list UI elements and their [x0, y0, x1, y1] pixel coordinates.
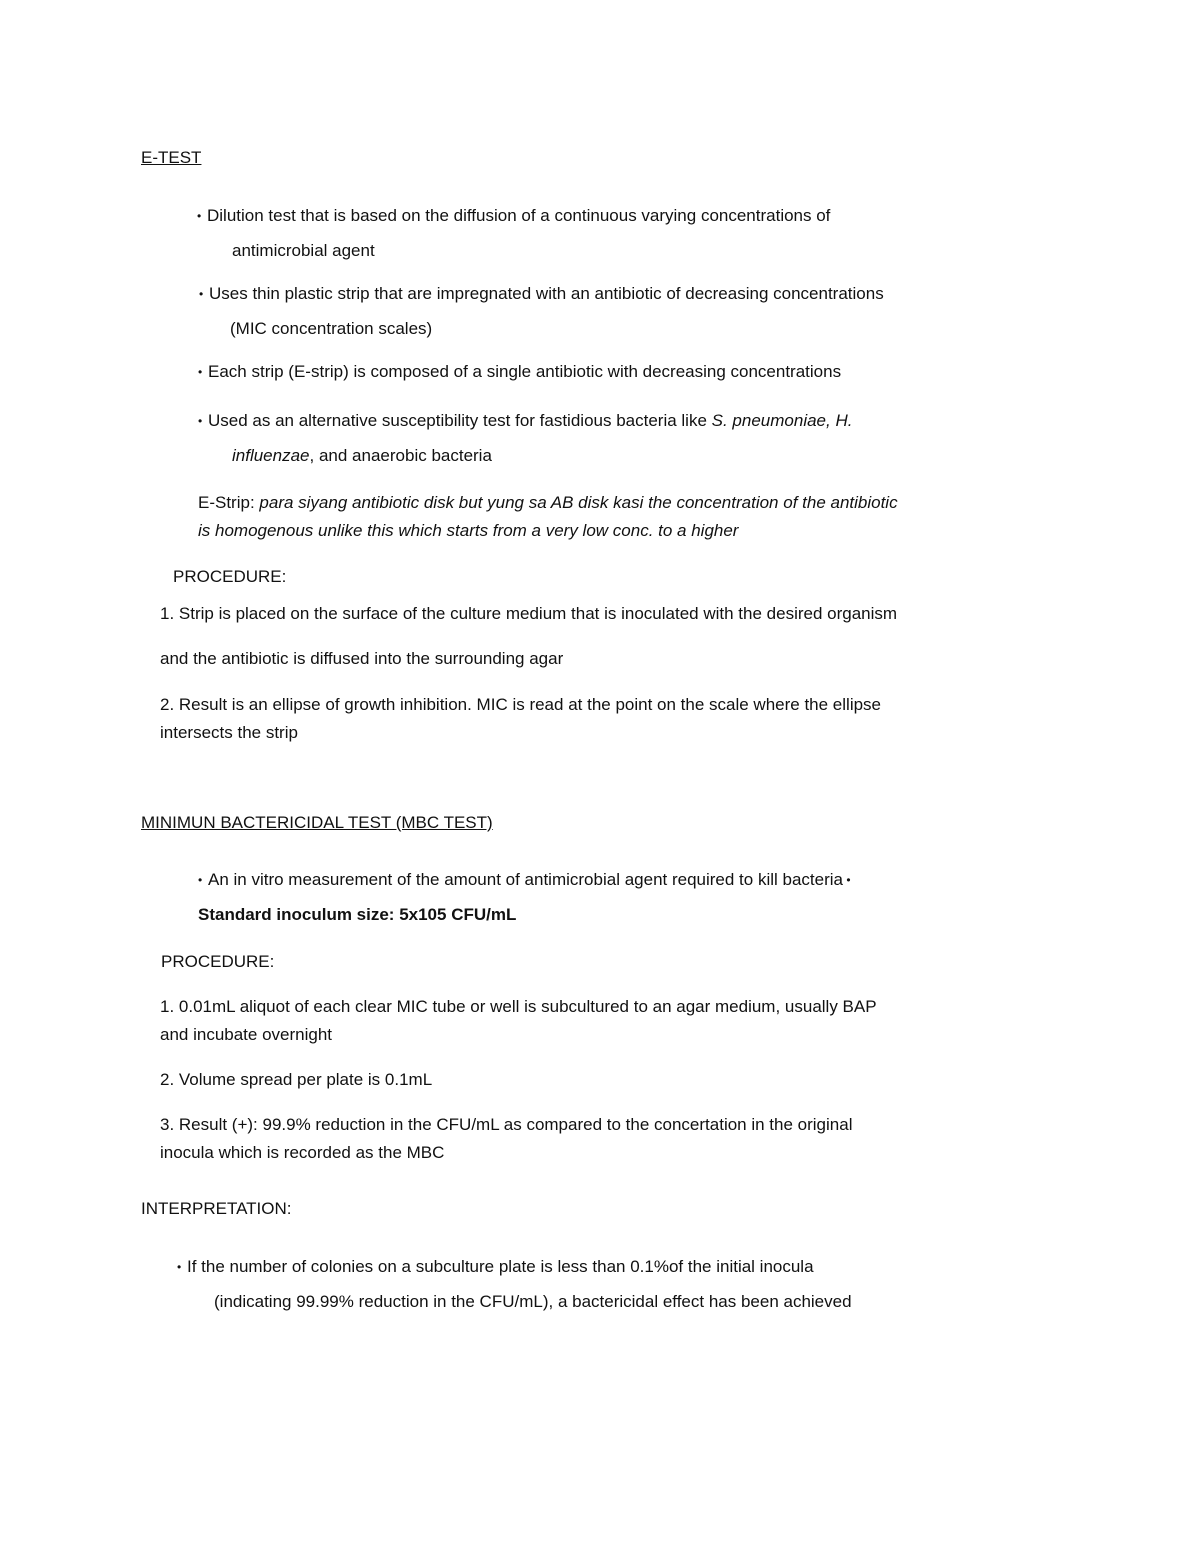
etest-procedure-1-line-2: and the antibiotic is diffused into the surrounding agar [160, 649, 564, 668]
mbc-procedure-heading: PROCEDURE: [161, 952, 275, 971]
etest-bullet-2-line-1: Uses thin plastic strip that are impregnated with an antibiotic of decreasing concentrations [209, 284, 884, 303]
etest-bullet-4-line-1: Used as an alternative susceptibility test for fastidious bacteria like [208, 411, 712, 430]
bullet-icon: • [177, 1260, 182, 1274]
mbc-interpretation-line-1: If the number of colonies on a subculture plate is less than 0.1%of the initial inocula [187, 1257, 814, 1276]
mbc-interpretation-line-2: (indicating 99.99% reduction in the CFU/mL), a bactericidal effect has been achieved [214, 1292, 852, 1311]
mbc-heading: MINIMUN BACTERICIDAL TEST (MBC TEST) [141, 813, 493, 832]
etest-bullet-2-line-2: (MIC concentration scales) [230, 319, 433, 338]
mbc-procedure-2: 2. Volume spread per plate is 0.1mL [160, 1070, 433, 1089]
mbc-bullet-1 [198, 869, 851, 891]
etest-heading: E-TEST [141, 148, 202, 167]
etest-bullet-4 [198, 410, 852, 432]
mbc-bullet-1-text: An in vitro measurement of the amount of antimicrobial agent required to kill bacteria [208, 870, 843, 889]
etest-bullet-3-text: Each strip (E-strip) is composed of a single antibiotic with decreasing concentrations [208, 362, 842, 381]
mbc-procedure-1-line-1: 1. 0.01mL aliquot of each clear MIC tube or well is subcultured to an agar medium, usually BAP [160, 997, 877, 1016]
mbc-interpretation-bullet [177, 1256, 814, 1278]
etest-estrip-text-1: para siyang antibiotic disk but yung sa AB disk kasi the concentration of the antibiotic [259, 493, 898, 512]
bullet-icon: • [197, 209, 202, 223]
etest-procedure-1-line-1: 1. Strip is placed on the surface of the culture medium that is inoculated with the desired organism [160, 604, 898, 623]
etest-bullet-4-organisms: S. pneumoniae, H. [711, 411, 853, 430]
bullet-icon: • [198, 365, 203, 379]
etest-bullet-1 [197, 205, 830, 227]
etest-bullet-2 [199, 283, 884, 305]
etest-procedure-2-line-2: intersects the strip [160, 723, 298, 742]
etest-bullet-4-rest: , and anaerobic bacteria [309, 446, 492, 465]
etest-estrip-note-line-2: is homogenous unlike this which starts from a very low conc. to a higher [198, 521, 739, 540]
bullet-icon: • [843, 873, 851, 887]
mbc-interpretation-heading: INTERPRETATION: [141, 1199, 292, 1218]
bullet-icon: • [199, 287, 204, 301]
etest-bullet-4-line-2 [232, 445, 492, 467]
etest-bullet-3 [198, 361, 841, 383]
bullet-icon: • [198, 414, 203, 428]
mbc-procedure-1-line-2: and incubate overnight [160, 1025, 333, 1044]
etest-estrip-label: E-Strip: [198, 493, 260, 512]
mbc-inoculum-size: Standard inoculum size: 5x105 CFU/mL [198, 905, 517, 924]
etest-estrip-note-line-1 [198, 492, 898, 514]
etest-bullet-4-influenzae: influenzae [232, 446, 310, 465]
etest-bullet-1-line-2: antimicrobial agent [232, 241, 375, 260]
etest-procedure-heading: PROCEDURE: [173, 567, 287, 586]
etest-procedure-2-line-1: 2. Result is an ellipse of growth inhibition. MIC is read at the point on the scale where the ellipse [160, 695, 882, 714]
etest-bullet-1-line-1: Dilution test that is based on the diffusion of a continuous varying concentrations of [207, 206, 831, 225]
mbc-procedure-3-line-1: 3. Result (+): 99.9% reduction in the CFU/mL as compared to the concertation in the original [160, 1115, 853, 1134]
mbc-procedure-3-line-2: inocula which is recorded as the MBC [160, 1143, 445, 1162]
bullet-icon: • [198, 873, 203, 887]
